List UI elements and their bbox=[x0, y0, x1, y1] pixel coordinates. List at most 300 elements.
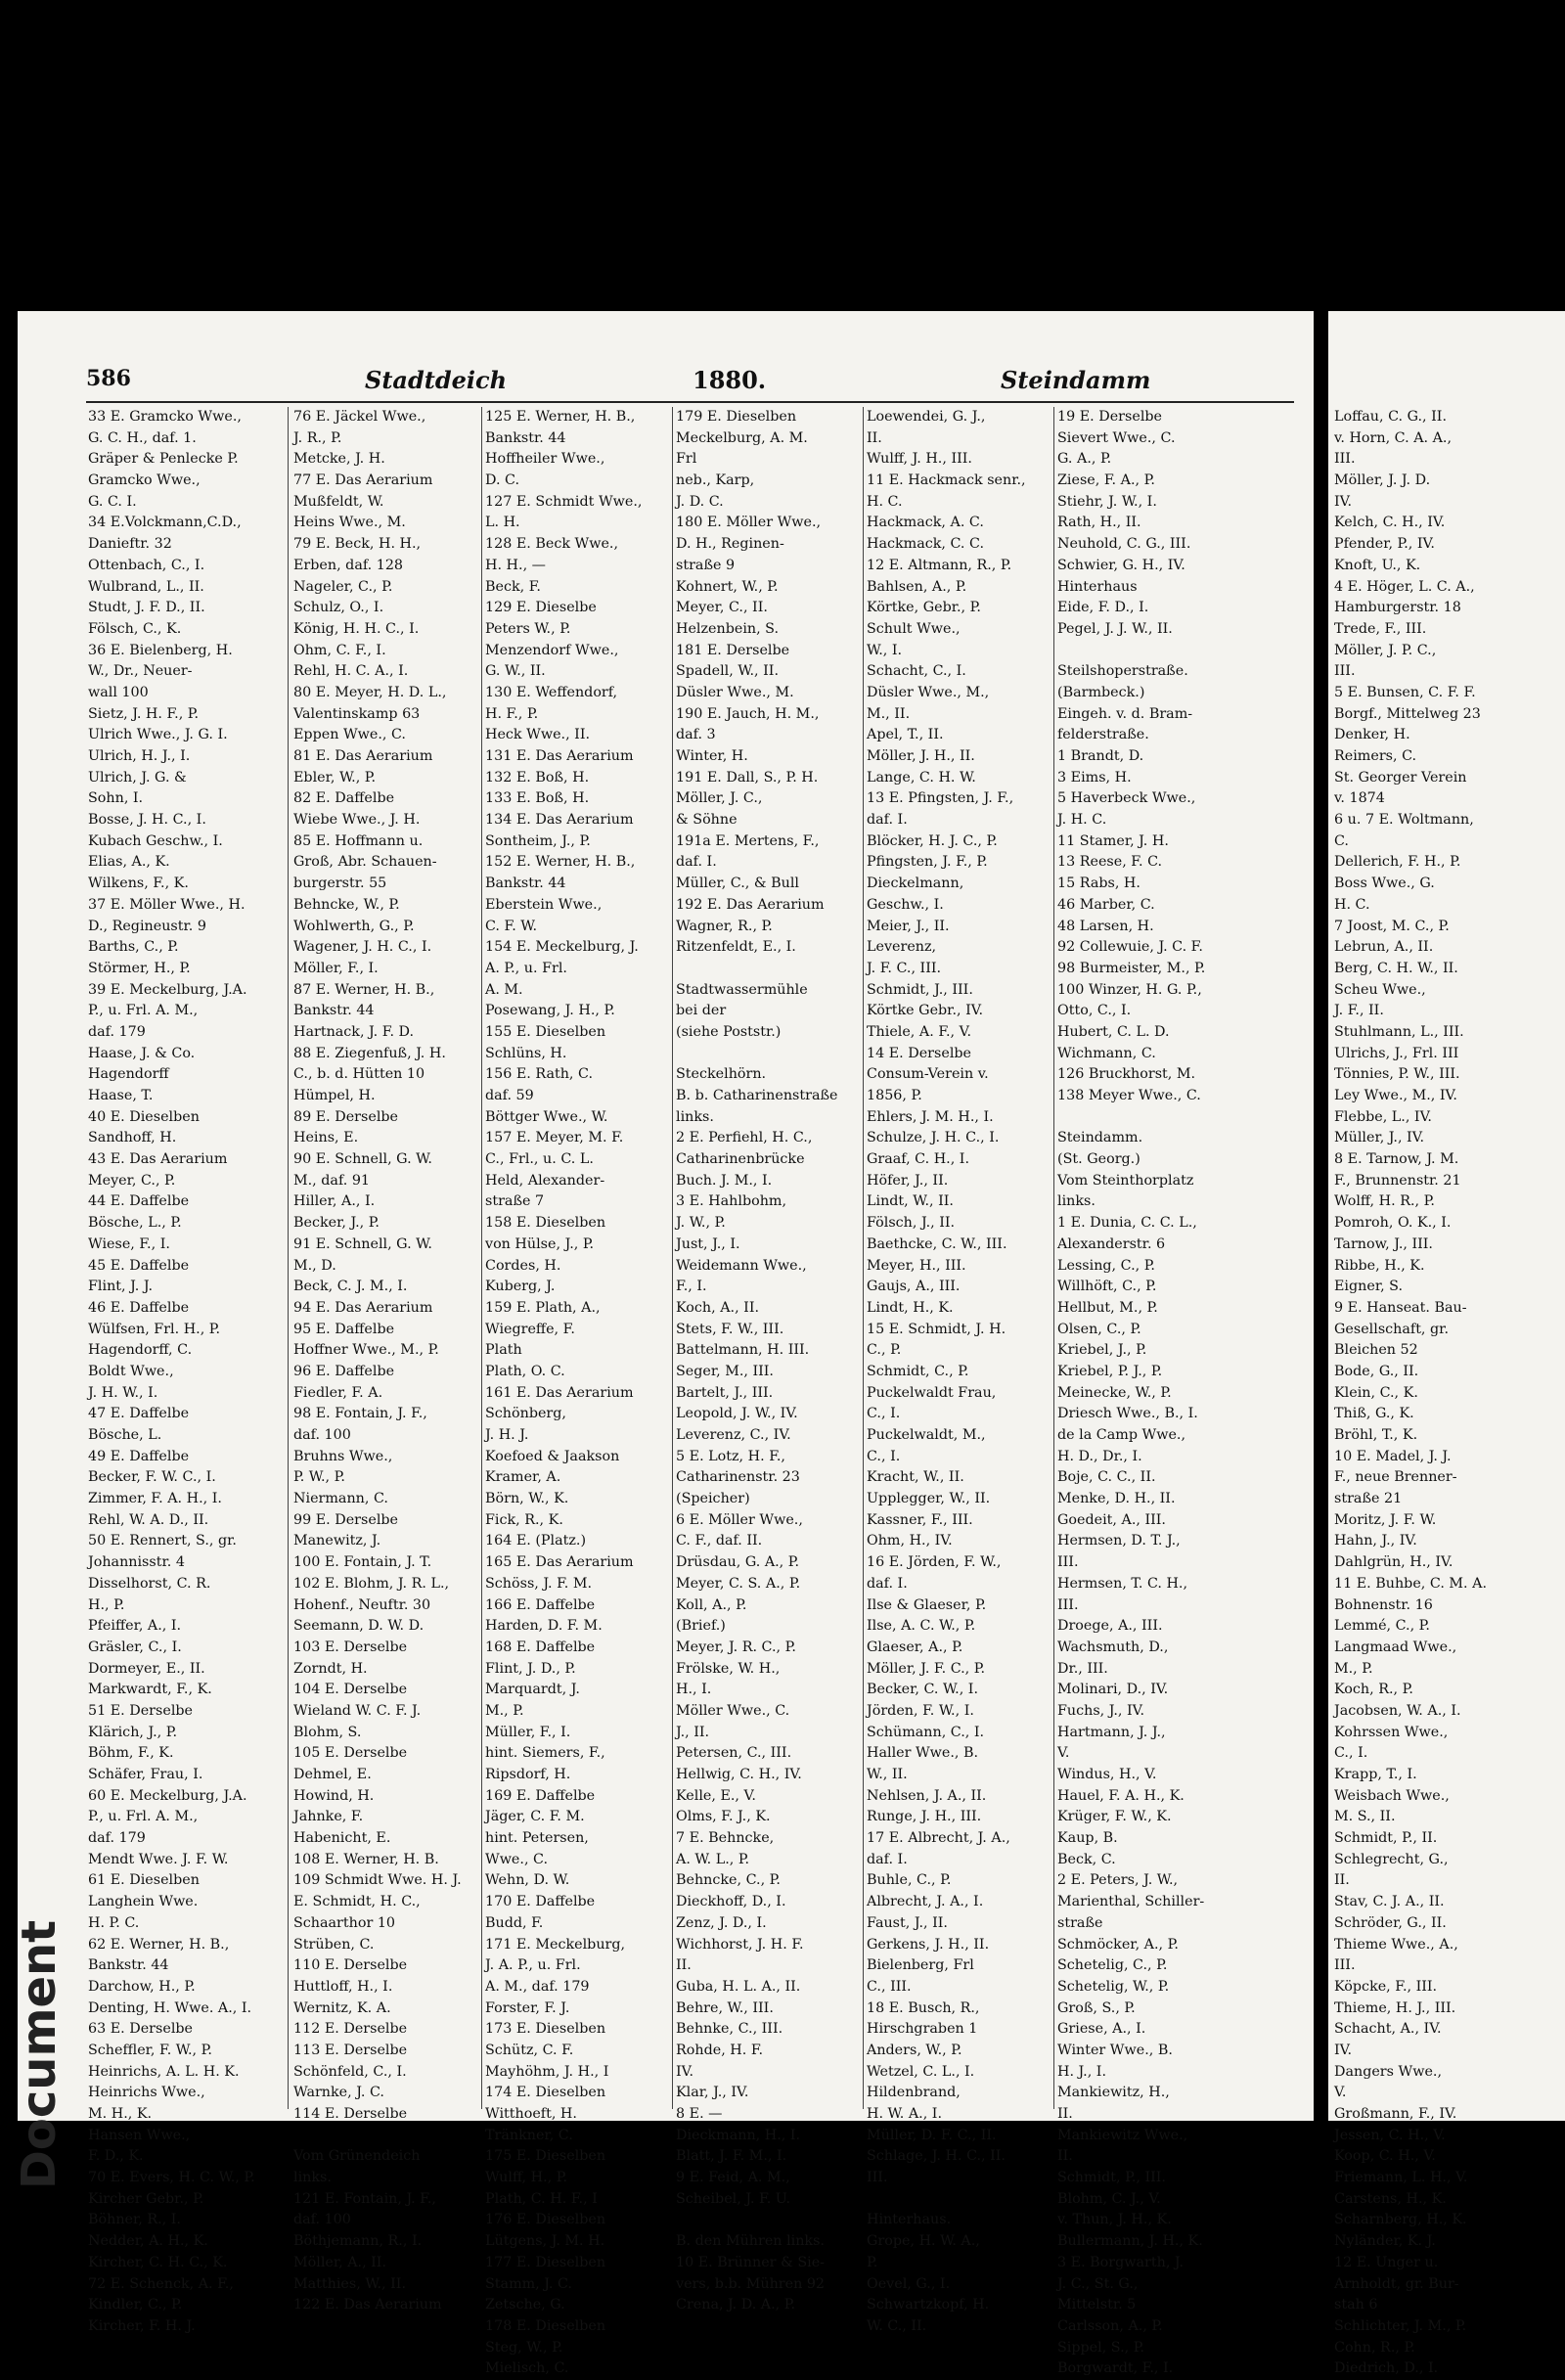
directory-line: Höfer, J., II. bbox=[867, 1172, 949, 1189]
directory-line: 46 Marber, C. bbox=[1057, 896, 1155, 913]
directory-line: Marienthal, Schiller- bbox=[1057, 1894, 1205, 1910]
directory-line: 88 E. Ziegenfuß, J. H. bbox=[293, 1045, 446, 1061]
directory-line: Meckelburg, A. M. bbox=[676, 429, 808, 446]
directory-line: Mielisch, C. bbox=[485, 2360, 569, 2377]
directory-line: Wolff, H. R., P. bbox=[1334, 1193, 1435, 1210]
directory-line: 5 E. Bunsen, C. F. F. bbox=[1334, 684, 1476, 700]
directory-line: Loewendei, G. J., bbox=[867, 409, 986, 425]
directory-line: C. F., daf. II. bbox=[676, 1533, 763, 1549]
directory-line: Denting, H. Wwe. A., I. bbox=[88, 1999, 252, 2016]
directory-line: Langhein Wwe. bbox=[88, 1894, 199, 1910]
directory-line: Scheffler, F. W., P. bbox=[88, 2042, 212, 2058]
directory-line: Hubert, C. L. D. bbox=[1057, 1023, 1170, 1040]
directory-line: Fiedler, F. A. bbox=[293, 1384, 383, 1401]
directory-line: Bode, G., II. bbox=[1334, 1363, 1419, 1379]
directory-line: Wülfsen, Frl. H., P. bbox=[88, 1321, 221, 1337]
directory-line: J. D. C. bbox=[676, 493, 724, 510]
directory-line: 181 E. Derselbe bbox=[676, 642, 790, 658]
directory-line: Düsler Wwe., M., bbox=[867, 684, 990, 700]
directory-line: 152 E. Werner, H. B., bbox=[485, 854, 636, 871]
directory-line: F., I. bbox=[676, 1279, 707, 1295]
directory-line: Mittelstr. 5 bbox=[1057, 2297, 1137, 2313]
directory-line: Reimers, C. bbox=[1334, 748, 1417, 764]
directory-line: Menke, D. H., II. bbox=[1057, 1491, 1176, 1507]
directory-line: B. b. Catharinenstraße bbox=[676, 1088, 838, 1103]
directory-line: Koll, A., P. bbox=[676, 1596, 747, 1613]
directory-line: Frl bbox=[676, 451, 697, 468]
directory-line: Lütgens, J. M. H. bbox=[485, 2233, 605, 2250]
directory-line: Thieme, H. J., III. bbox=[1334, 1999, 1456, 2016]
directory-line: Carstens, H., K. bbox=[1334, 2190, 1447, 2207]
directory-line: Müller, C., & Bull bbox=[676, 876, 799, 892]
directory-line: Wachsmuth, D., bbox=[1057, 1639, 1169, 1655]
directory-line: H. W. A., I. bbox=[867, 2106, 942, 2122]
directory-line: Ohm, H., IV. bbox=[867, 1533, 953, 1549]
directory-line: Loffau, C. G., II. bbox=[1334, 409, 1447, 425]
directory-line: III. bbox=[1057, 1596, 1079, 1613]
directory-line: Peters W., P. bbox=[485, 620, 571, 637]
directory-line: Gaujs, A., III. bbox=[867, 1279, 961, 1295]
directory-line: Meyer, C. S. A., P. bbox=[676, 1575, 801, 1592]
directory-line: G. W., II. bbox=[485, 663, 546, 680]
directory-line: Wiese, F., I. bbox=[88, 1235, 170, 1252]
directory-line: Nageler, C., P. bbox=[293, 578, 393, 595]
directory-line: 70 E. Evers, H. C. W., P. bbox=[88, 2170, 255, 2186]
directory-line: 173 E. Dieselben bbox=[485, 2021, 606, 2038]
directory-line: Groß, Abr. Schauen- bbox=[293, 854, 437, 871]
directory-line: 191 E. Dall, S., P. H. bbox=[676, 769, 819, 786]
directory-line: Wohlwerth, G., P. bbox=[293, 918, 415, 934]
directory-line: Gerkens, J. H., II. bbox=[867, 1936, 990, 1953]
directory-line: Studt, J. F. D., II. bbox=[88, 600, 205, 616]
directory-line: Wiebe Wwe., J. H. bbox=[293, 812, 421, 829]
directory-line: 60 E. Meckelburg, J.A. bbox=[88, 1787, 247, 1804]
directory-line: 5 E. Lotz, H. F., bbox=[676, 1448, 785, 1464]
directory-line: Gräper & Penlecke P. bbox=[88, 451, 239, 468]
column-1 bbox=[88, 407, 284, 2334]
directory-line: 12 E. Unger u. bbox=[1334, 2254, 1439, 2270]
directory-line: Schütz, C. F. bbox=[485, 2042, 574, 2058]
directory-line: II. bbox=[1334, 1872, 1350, 1889]
directory-line: Ritzenfeldt, E., I. bbox=[676, 939, 796, 956]
column-6 bbox=[1057, 407, 1253, 2377]
directory-line: Ebler, W., P. bbox=[293, 769, 377, 786]
directory-line: W., I. bbox=[867, 642, 903, 658]
directory-line: Matthies, W., II. bbox=[293, 2275, 406, 2292]
directory-line: 40 E. Dieselben bbox=[88, 1108, 200, 1125]
directory-line: Koefoed & Jaakson bbox=[485, 1448, 620, 1464]
directory-line: Schacht, C., I. bbox=[867, 663, 966, 680]
directory-line: Ripsdorf, H. bbox=[485, 1767, 571, 1782]
column-2 bbox=[293, 407, 479, 2313]
directory-line: Vom Steinthorplatz bbox=[1057, 1172, 1194, 1189]
directory-line: 105 E. Derselbe bbox=[293, 1745, 408, 1762]
directory-line: Schröder, G., II. bbox=[1334, 1914, 1447, 1931]
directory-line: 51 E. Derselbe bbox=[88, 1702, 194, 1719]
directory-line: Schlegrecht, G., bbox=[1334, 1851, 1449, 1867]
directory-line: 158 E. Dieselben bbox=[485, 1215, 606, 1232]
directory-line: Zimmer, F. A. H., I. bbox=[88, 1491, 222, 1507]
directory-line: Wulff, J. H., III. bbox=[867, 451, 972, 468]
directory-line: Albrecht, J. A., I. bbox=[867, 1894, 984, 1910]
directory-line: Nyländer, K. J. bbox=[1334, 2233, 1436, 2250]
directory-line: Howind, H. bbox=[293, 1787, 375, 1804]
directory-line: Beck, C. bbox=[1057, 1851, 1116, 1867]
directory-line: Heinrichs, A. L. H. K. bbox=[88, 2063, 240, 2080]
directory-line: Großmann, F., IV. bbox=[1334, 2106, 1457, 2122]
directory-line: Mayhöhm, J. H., I bbox=[485, 2063, 609, 2080]
directory-line: 5 Haverbeck Wwe., bbox=[1057, 790, 1196, 807]
directory-line: C., b. d. Hütten 10 bbox=[293, 1066, 425, 1083]
directory-line: P., u. Frl. A. M., bbox=[88, 1809, 199, 1825]
directory-line: 168 E. Daffelbe bbox=[485, 1639, 596, 1655]
directory-line: J. F. C., III. bbox=[867, 960, 942, 976]
directory-line: Ulrich, J. G. & bbox=[88, 769, 187, 786]
directory-line: Oevel, G., I. bbox=[867, 2275, 951, 2292]
directory-line: Schäfer, Frau, I. bbox=[88, 1767, 203, 1782]
directory-line: Pfingsten, J. F., P. bbox=[867, 854, 988, 871]
directory-line: Boje, C. C., II. bbox=[1057, 1469, 1156, 1486]
directory-line: Catharinenstr. 23 bbox=[676, 1469, 800, 1486]
directory-line: Kuberg, J. bbox=[485, 1279, 556, 1295]
directory-line: 176 E. Dieselben bbox=[485, 2212, 606, 2228]
directory-line: A. W. L., P. bbox=[676, 1851, 750, 1867]
directory-line: Stav, C. J. A., II. bbox=[1334, 1894, 1445, 1910]
directory-line: C., P. bbox=[867, 1342, 902, 1359]
directory-line: Plath, C. H. F., I bbox=[485, 2190, 598, 2207]
directory-line: Vom Grünendeich bbox=[293, 2148, 421, 2165]
directory-line: V. bbox=[1057, 1745, 1070, 1762]
directory-line: Beck, C. J. M., I. bbox=[293, 1279, 408, 1295]
directory-line: 169 E. Daffelbe bbox=[485, 1787, 596, 1804]
page-number: 586 bbox=[86, 366, 131, 391]
directory-line: 131 E. Das Aerarium bbox=[485, 748, 634, 764]
directory-line: 133 E. Boß, H. bbox=[485, 790, 590, 807]
directory-line: M. S., II. bbox=[1334, 1809, 1396, 1825]
directory-line: Denker, H. bbox=[1334, 727, 1410, 743]
directory-line: 165 E. Das Aerarium bbox=[485, 1554, 634, 1571]
directory-line: 50 E. Rennert, S., gr. bbox=[88, 1533, 237, 1549]
directory-line: Ulrich Wwe., J. G. I. bbox=[88, 727, 228, 743]
directory-line: Alexanderstr. 6 bbox=[1057, 1235, 1166, 1252]
directory-line: Bösche, L., P. bbox=[88, 1215, 182, 1232]
directory-line: daf. 3 bbox=[676, 727, 716, 743]
directory-line: St. Georger Verein bbox=[1334, 769, 1467, 786]
directory-line: felderstraße. bbox=[1057, 727, 1149, 743]
directory-line: Goedeit, A., III. bbox=[1057, 1511, 1166, 1528]
directory-line: 180 E. Möller Wwe., bbox=[676, 515, 822, 531]
directory-line: II. bbox=[1057, 2106, 1073, 2122]
directory-line: Grope, H. W. A., bbox=[867, 2233, 980, 2250]
directory-line: Bullermann, J. H., K. bbox=[1057, 2233, 1203, 2250]
directory-line: II. bbox=[676, 1957, 692, 1974]
directory-line: Heinrichs Wwe., bbox=[88, 2085, 205, 2101]
directory-line: 13 Reese, F. C. bbox=[1057, 854, 1163, 871]
directory-line: Wernitz, K. A. bbox=[293, 1999, 391, 2016]
directory-line: 99 E. Derselbe bbox=[293, 1511, 399, 1528]
directory-line: v. Thun, J. H., K. bbox=[1057, 2212, 1172, 2228]
directory-line: Hartmann, J. J., bbox=[1057, 1724, 1166, 1740]
directory-line: Möller, A., II. bbox=[293, 2254, 387, 2270]
directory-line: 15 Rabs, H. bbox=[1057, 876, 1140, 892]
directory-line: Glaeser, A., P. bbox=[867, 1639, 963, 1655]
directory-line: Witthoeft, H. bbox=[485, 2106, 577, 2122]
directory-line: Ilse & Glaeser, P. bbox=[867, 1596, 987, 1613]
directory-line: neb., Karp, bbox=[676, 472, 755, 489]
directory-line: Posewang, J. H., P. bbox=[485, 1003, 615, 1019]
directory-line: Ulrichs, J., Frl. III bbox=[1334, 1045, 1459, 1061]
header-left-title: Stadtdeich bbox=[365, 366, 508, 394]
directory-line: Puckelwaldt, M., bbox=[867, 1427, 986, 1443]
directory-line: F. D., K. bbox=[88, 2148, 144, 2165]
directory-line: Hiller, A., I. bbox=[293, 1193, 376, 1210]
directory-line: Geschw., I. bbox=[867, 896, 944, 913]
directory-line: Budd, F. bbox=[485, 1914, 544, 1931]
directory-line: J. A. P., u. Frl. bbox=[485, 1957, 581, 1974]
directory-line: Becker, F. W. C., I. bbox=[88, 1469, 216, 1486]
directory-line: 76 E. Jäckel Wwe., bbox=[293, 409, 426, 425]
directory-line: straße 9 bbox=[676, 557, 736, 573]
directory-line: Hackmack, C. C. bbox=[867, 536, 984, 553]
directory-line: Rath, H., II. bbox=[1057, 515, 1141, 531]
directory-line: Schönberg, bbox=[485, 1406, 566, 1422]
directory-line: Bösche, L. bbox=[88, 1427, 162, 1443]
directory-line: Lebrun, A., II. bbox=[1334, 939, 1434, 956]
directory-line: 128 E. Beck Wwe., bbox=[485, 536, 619, 553]
directory-line: Dr., III. bbox=[1057, 1660, 1108, 1677]
directory-line: Kassner, F., III. bbox=[867, 1511, 973, 1528]
directory-line: Warnke, J. C. bbox=[293, 2085, 384, 2101]
directory-line: Dehmel, E. bbox=[293, 1767, 372, 1782]
directory-line: Steilshoperstraße. bbox=[1057, 663, 1188, 680]
directory-line: Krüger, F. W., K. bbox=[1057, 1809, 1172, 1825]
directory-line: Lange, C. H. W. bbox=[867, 769, 976, 786]
directory-line: Blöcker, H. J. C., P. bbox=[867, 832, 998, 849]
directory-line: Sietz, J. H. F., P. bbox=[88, 705, 200, 722]
directory-line: Plath bbox=[485, 1342, 522, 1359]
directory-line: G. A., P. bbox=[1057, 451, 1112, 468]
directory-line: Körtke, Gebr., P. bbox=[867, 600, 981, 616]
directory-line: Driesch Wwe., B., I. bbox=[1057, 1406, 1198, 1422]
directory-line: Heins, E. bbox=[293, 1130, 359, 1146]
directory-line: 45 E. Daffelbe bbox=[88, 1257, 190, 1274]
directory-line: daf. 179 bbox=[88, 1830, 146, 1847]
directory-line: Johannisstr. 4 bbox=[88, 1554, 185, 1571]
directory-line: Haase, T. bbox=[88, 1088, 154, 1103]
directory-line: Windus, H., V. bbox=[1057, 1767, 1157, 1782]
directory-line: Hümpel, H. bbox=[293, 1088, 376, 1103]
directory-line: Meyer, J. R. C., P. bbox=[676, 1639, 796, 1655]
directory-line: Dangers Wwe., bbox=[1334, 2063, 1443, 2080]
directory-line: 2 E. Peters, J. W., bbox=[1057, 1872, 1179, 1889]
directory-line: Gräsler, C., I. bbox=[88, 1639, 182, 1655]
column-4 bbox=[676, 407, 862, 2313]
directory-line: F., Brunnenstr. 21 bbox=[1334, 1172, 1461, 1189]
directory-line: Wulff, H., P. bbox=[485, 2170, 568, 2186]
directory-line: 191a E. Mertens, F., bbox=[676, 832, 820, 849]
directory-line: Barths, C., P. bbox=[88, 939, 179, 956]
directory-line: E. Schmidt, H. C., bbox=[293, 1894, 421, 1910]
directory-line: 100 Winzer, H. G. P., bbox=[1057, 981, 1202, 998]
directory-line: straße 7 bbox=[485, 1193, 545, 1210]
directory-line: Schult Wwe., bbox=[867, 620, 961, 637]
directory-line bbox=[676, 959, 862, 980]
directory-line: 110 E. Derselbe bbox=[293, 1957, 408, 1974]
left-page bbox=[12, 311, 1314, 2377]
directory-line: Kohnert, W., P. bbox=[676, 578, 779, 595]
right-page bbox=[1328, 311, 1565, 2377]
directory-line: Helzenbein, S. bbox=[676, 620, 780, 637]
directory-line: 114 E. Derselbe bbox=[293, 2106, 408, 2122]
header-year: 1880. bbox=[693, 366, 767, 394]
directory-line: W., Dr., Neuer- bbox=[88, 663, 193, 680]
directory-line: 179 E. Dieselben bbox=[676, 409, 797, 425]
directory-line: Hoffheiler Wwe., bbox=[485, 451, 605, 468]
directory-line: Held, Alexander- bbox=[485, 1172, 605, 1189]
directory-line: Kelch, C. H., IV. bbox=[1334, 515, 1446, 531]
directory-line: Böthjemann, R., I. bbox=[293, 2233, 423, 2250]
directory-line: Koch, R., P. bbox=[1334, 1682, 1413, 1698]
directory-line: daf. I. bbox=[867, 1851, 908, 1867]
directory-line: Schwier, G. H., IV. bbox=[1057, 557, 1185, 573]
directory-line: Bankstr. 44 bbox=[293, 1003, 375, 1019]
directory-line: Möller, J. H., II. bbox=[867, 748, 975, 764]
directory-line: 61 E. Dieselben bbox=[88, 1872, 200, 1889]
directory-line: Jessen, C. H., V. bbox=[1334, 2127, 1446, 2143]
directory-line: Carlsson, A., P. bbox=[1057, 2317, 1163, 2334]
directory-line bbox=[293, 2126, 479, 2147]
directory-line: Friemann, L. H., V. bbox=[1334, 2170, 1468, 2186]
directory-line: 77 E. Das Aerarium bbox=[293, 472, 433, 489]
directory-line: Möller, J. P. C., bbox=[1334, 642, 1437, 658]
directory-line: Sievert Wwe., C. bbox=[1057, 429, 1176, 446]
directory-line: A. M., daf. 179 bbox=[485, 1978, 590, 1995]
directory-line: Schlüns, H. bbox=[485, 1045, 567, 1061]
directory-line: Kubach Geschw., I. bbox=[88, 832, 223, 849]
directory-line: Habenicht, E. bbox=[293, 1830, 391, 1847]
directory-line: Runge, J. H., III. bbox=[867, 1809, 982, 1825]
directory-line: Fick, R., K. bbox=[485, 1511, 563, 1528]
directory-line: Becker, C. W., I. bbox=[867, 1682, 978, 1698]
directory-line: 33 E. Gramcko Wwe., bbox=[88, 409, 242, 425]
directory-line: Möller, J. J. D. bbox=[1334, 472, 1431, 489]
directory-line: Kriebel, J., P. bbox=[1057, 1342, 1147, 1359]
directory-line: Mendt Wwe. J. F. W. bbox=[88, 1851, 229, 1867]
directory-line: A. P., u. Frl. bbox=[485, 960, 567, 976]
directory-line: Jörden, F. W., I. bbox=[867, 1702, 974, 1719]
directory-line: Cordes, H. bbox=[485, 1257, 561, 1274]
directory-line: 90 E. Schnell, G. W. bbox=[293, 1151, 432, 1168]
directory-line: Ley Wwe., M., IV. bbox=[1334, 1088, 1457, 1103]
directory-line: Griese, A., I. bbox=[1057, 2021, 1146, 2038]
directory-line: M., II. bbox=[867, 705, 911, 722]
directory-line: Dormeyer, E., II. bbox=[88, 1660, 205, 1677]
directory-line: Blohm, C. J., V. bbox=[1057, 2190, 1161, 2207]
directory-line: Hansen Wwe., bbox=[88, 2127, 191, 2143]
directory-line: König, H. H. C., I. bbox=[293, 620, 420, 637]
directory-line: Ohm, C. F., I. bbox=[293, 642, 386, 658]
directory-line: daf. 59 bbox=[485, 1088, 534, 1103]
directory-line: Trede, F., III. bbox=[1334, 620, 1427, 637]
directory-line: links. bbox=[293, 2170, 332, 2186]
directory-line: J. H. C. bbox=[1057, 812, 1107, 829]
directory-line: 2 E. Perfiehl, H. C., bbox=[676, 1130, 813, 1146]
directory-line: H. H., — bbox=[485, 557, 546, 573]
directory-line: Bosse, J. H. C., I. bbox=[88, 812, 206, 829]
directory-line: 96 E. Daffelbe bbox=[293, 1363, 395, 1379]
page-header bbox=[86, 366, 1289, 395]
directory-line: Bohnenstr. 16 bbox=[1334, 1596, 1433, 1613]
directory-line: Schlichter, J. M., P. bbox=[1334, 2317, 1467, 2334]
directory-line: Thiß, G., K. bbox=[1334, 1406, 1414, 1422]
directory-line: 1 Brandt, D. bbox=[1057, 748, 1144, 764]
directory-line bbox=[676, 1044, 862, 1065]
directory-line: Forster, F. J. bbox=[485, 1999, 570, 2016]
directory-line: Groß, S., P. bbox=[1057, 1999, 1136, 2016]
directory-line: III. bbox=[1334, 663, 1356, 680]
directory-line: Berg, C. H. W., II. bbox=[1334, 960, 1458, 976]
directory-line: 37 E. Möller Wwe., H. bbox=[88, 896, 246, 913]
directory-line: 130 E. Weffendorf, bbox=[485, 684, 618, 700]
directory-line: 85 E. Hoffmann u. bbox=[293, 832, 424, 849]
directory-line: Ilse, A. C. W., P. bbox=[867, 1618, 976, 1635]
directory-line: Leverenz, C., IV. bbox=[676, 1427, 791, 1443]
directory-line: Fuchs, J., IV. bbox=[1057, 1702, 1145, 1719]
directory-line: links. bbox=[676, 1108, 714, 1125]
directory-line: Eppen Wwe., C. bbox=[293, 727, 406, 743]
directory-line: Bleichen 52 bbox=[1334, 1342, 1418, 1359]
directory-line: Kelle, E., V. bbox=[676, 1787, 756, 1804]
directory-line: Diedrich, D., I. bbox=[1334, 2360, 1439, 2377]
directory-line: Beck, F. bbox=[485, 578, 541, 595]
directory-line: von Hülse, J., P. bbox=[485, 1235, 595, 1252]
directory-line: Lemmé, C., P. bbox=[1334, 1618, 1430, 1635]
directory-line: Pegel, J. J. W., II. bbox=[1057, 620, 1173, 637]
directory-line: 104 E. Derselbe bbox=[293, 1682, 408, 1698]
directory-line: Flint, J. J. bbox=[88, 1279, 153, 1295]
directory-line: Kircher, F. H. J. bbox=[88, 2317, 196, 2334]
directory-line: Eingeh. v. d. Bram- bbox=[1057, 705, 1193, 722]
directory-line: M., daf. 91 bbox=[293, 1172, 371, 1189]
directory-line: v. 1874 bbox=[1334, 790, 1385, 807]
directory-line: III. bbox=[1334, 451, 1356, 468]
directory-line: Hinterhaus bbox=[1057, 578, 1138, 595]
directory-line: Schetelig, C., P. bbox=[1057, 1957, 1168, 1974]
directory-line: 87 E. Werner, H. B., bbox=[293, 981, 435, 998]
directory-line: Klein, C., K. bbox=[1334, 1384, 1418, 1401]
directory-line: Stiehr, J. W., I. bbox=[1057, 493, 1157, 510]
directory-line: Dahlgrün, H., IV. bbox=[1334, 1554, 1453, 1571]
directory-line: 156 E. Rath, C. bbox=[485, 1066, 593, 1083]
directory-line: H. C. bbox=[1334, 896, 1370, 913]
directory-line: Haase, J. & Co. bbox=[88, 1045, 196, 1061]
directory-line: Möller, F., I. bbox=[293, 960, 379, 976]
directory-line: Just, J., I. bbox=[676, 1235, 740, 1252]
directory-line: 16 E. Jörden, F. W., bbox=[867, 1554, 1002, 1571]
directory-line: Möller, J. C., bbox=[676, 790, 763, 807]
directory-line: 159 E. Plath, A., bbox=[485, 1299, 601, 1316]
directory-line: Bröhl, T., K. bbox=[1334, 1427, 1418, 1443]
directory-line: Kracht, W., II. bbox=[867, 1469, 964, 1486]
directory-line: Kriebel, P. J., P. bbox=[1057, 1363, 1163, 1379]
directory-line: 44 E. Daffelbe bbox=[88, 1193, 190, 1210]
column-divider bbox=[288, 407, 289, 2109]
directory-line: IV. bbox=[676, 2063, 694, 2080]
directory-line: 132 E. Boß, H. bbox=[485, 769, 590, 786]
directory-line: 80 E. Meyer, H. D. L., bbox=[293, 684, 447, 700]
directory-line: Lessing, C., P. bbox=[1057, 1257, 1155, 1274]
directory-line: IV. bbox=[1334, 493, 1353, 510]
